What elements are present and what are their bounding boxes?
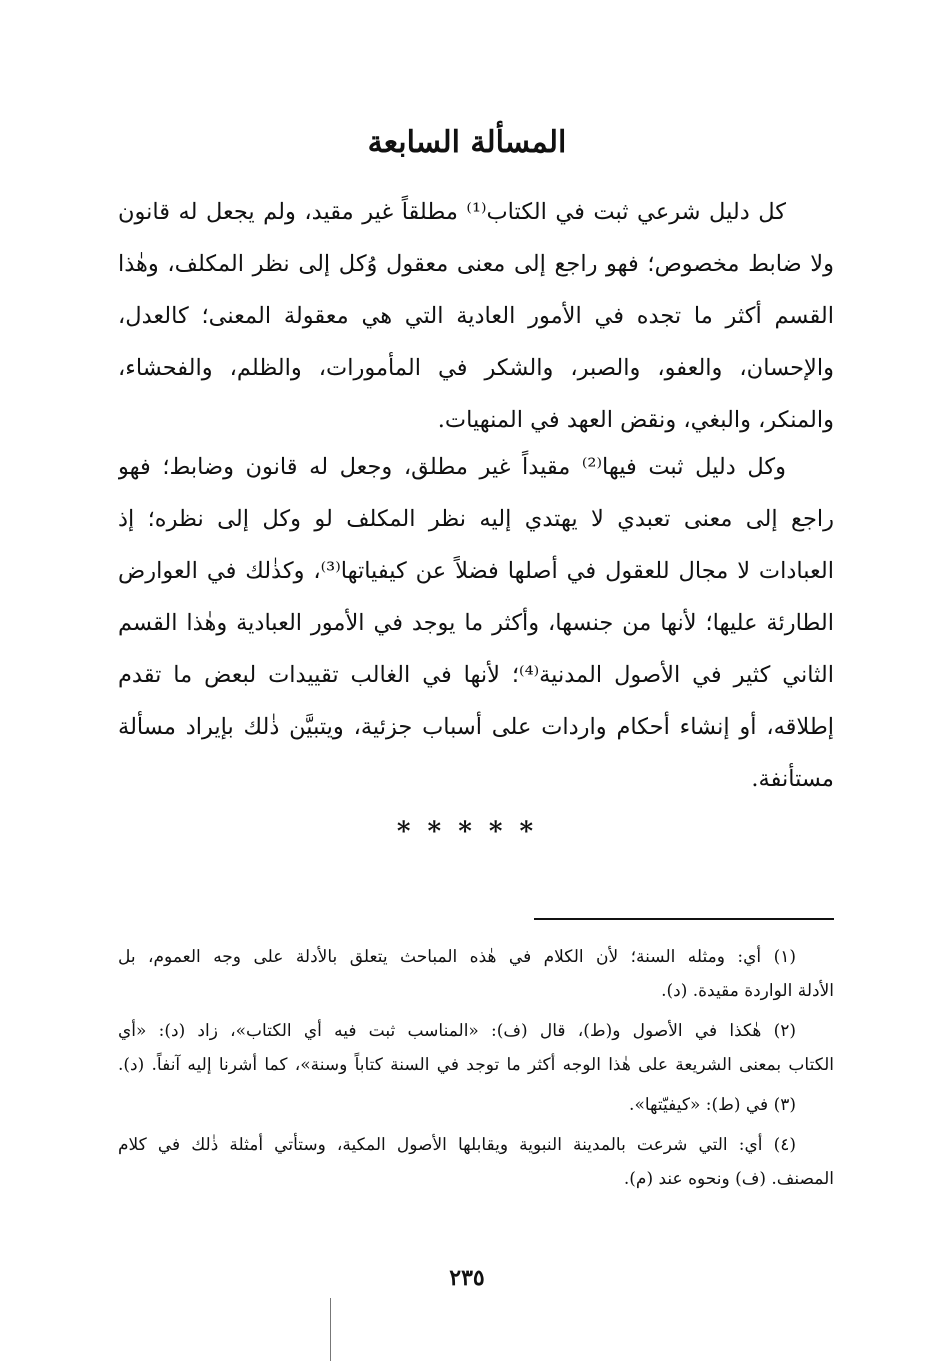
paragraph-1 <box>118 186 834 446</box>
paragraph-1-line: والإحسان، والعفو، والصبر، والشكر في المأمورات، والظلم، والفحشاء، <box>118 355 834 381</box>
paragraph-1-line: القسم أكثر ما تجده في الأمور العادية التي هي معقولة المعنى؛ كالعدل، <box>118 303 834 329</box>
footnote-1 <box>118 940 834 1008</box>
paragraph-2-line: العبادات لا مجال للعقول في أصلها فضلاً عن كيفياتها⁽³⁾، وكذٰلك في العوارض <box>118 558 834 584</box>
paragraph-2-line: وكل دليل ثبت فيها⁽²⁾ مقيداً غير مطلق، وجعل له قانون وضابط؛ فهو <box>118 454 786 480</box>
paragraph-1-line: كل دليل شرعي ثبت في الكتاب⁽¹⁾ مطلقاً غير مقيد، ولم يجعل له قانون <box>118 199 787 225</box>
footnote-line: (٣) في (ط): «كيفيّتها». <box>629 1095 796 1115</box>
footnote-2 <box>118 1014 834 1082</box>
footnote-4 <box>118 1128 834 1196</box>
paragraph-1-line: ولا ضابط مخصوص؛ فهو راجع إلى معنى معقول وُكل إلى نظر المكلف، وهٰذا <box>118 251 834 277</box>
footnote-line: (٢) هٰكذا في الأصول و(ط)، قال (ف): «المناسب ثبت فيه أي الكتاب»، زاد (د): «أي <box>118 1021 796 1041</box>
paragraph-2-line: راجع إلى معنى تعبدي لا يهتدي إليه نظر المكلف لو وكل إلى نظره؛ إذ <box>118 506 834 532</box>
paragraph-2-line: الثاني كثير في الأصول المدنية⁽⁴⁾؛ لأنها في الغالب تقييدات لبعض ما تقدم <box>118 662 834 688</box>
footnote-line: (٤) أي: التي شرعت بالمدينة النبوية ويقابلها الأصول المكية، وستأتي أمثلة ذٰلك في كلام <box>118 1135 796 1155</box>
section-separator: * * * * * <box>396 817 538 847</box>
scan-gutter-line <box>330 1298 331 1361</box>
section-title: المسألة السابعة <box>367 125 567 160</box>
page-number: ٢٣٥ <box>449 1265 485 1291</box>
footnote-3 <box>118 1088 834 1122</box>
footnote-line: الكتاب بمعنى الشريعة على هٰذا الوجه أكثر ما توجد في السنة كتاباً وسنة»، كما أشرنا إليه آنفاً. (د). <box>118 1055 834 1075</box>
paragraph-2-line: الطارئة عليها؛ لأنها من جنسها، وأكثر ما يوجد في الأمور العبادية وهٰذا القسم <box>118 610 834 636</box>
footnote-divider <box>534 918 834 920</box>
paragraph-2 <box>118 441 834 805</box>
paragraph-2-line: إطلاقه، أو إنشاء أحكام واردات على أسباب جزئية، ويتبيَّن ذٰلك بإيراد مسألة <box>118 714 834 740</box>
paragraph-2-line: مستأنفة. <box>751 766 834 792</box>
footnote-line: المصنف. (ف) ونحوه عند (م). <box>623 1169 834 1189</box>
paragraph-1-line: والمنكر، والبغي، ونقض العهد في المنهيات. <box>437 407 834 433</box>
footnote-line: (١) أي: ومثله السنة؛ لأن الكلام في هٰذه المباحث يتعلق بالأدلة على وجه العموم، بل <box>118 947 796 967</box>
footnotes <box>118 940 834 1202</box>
footnote-line: الأدلة الواردة مقيدة. (د). <box>661 981 834 1001</box>
